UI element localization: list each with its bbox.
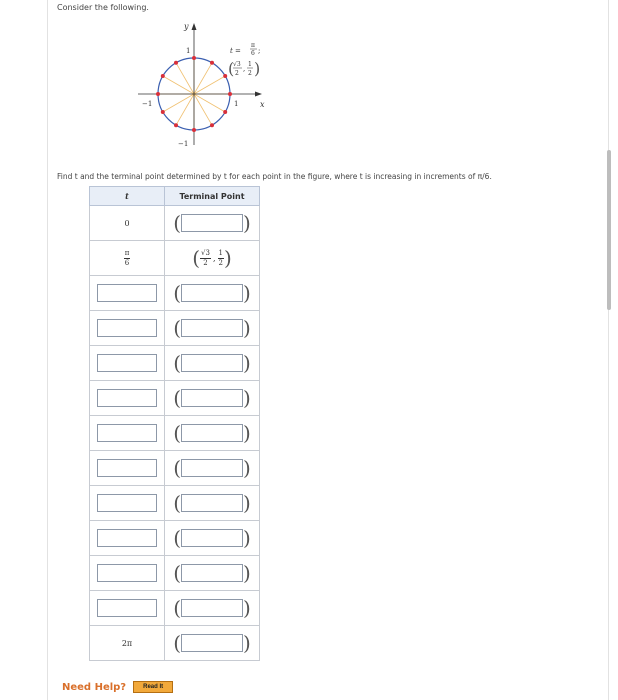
close-paren: ): [243, 561, 251, 585]
need-help-section: [62, 681, 173, 693]
read-it-button[interactable]: Read It: [133, 681, 173, 693]
tick-label-left: −1: [142, 100, 153, 108]
table-row: [90, 311, 260, 346]
terminal-point: [223, 110, 227, 114]
terminal-point: [174, 123, 178, 127]
open-paren: (: [173, 456, 181, 480]
close-paren: ): [243, 351, 251, 375]
t-input[interactable]: [97, 564, 157, 582]
open-paren: (: [173, 631, 181, 655]
terminal-point-input[interactable]: [181, 389, 243, 407]
t-input[interactable]: [97, 599, 157, 617]
t-fraction-denominator: 6: [251, 50, 255, 57]
table-row: [90, 591, 260, 626]
close-paren: ): [243, 631, 251, 655]
axes: [138, 27, 261, 145]
svg-text:(: (: [228, 59, 235, 78]
point-y-denominator: 2: [248, 70, 252, 77]
open-paren: (: [173, 596, 181, 620]
unit-circle-figure: [118, 15, 278, 155]
table-row: [90, 626, 260, 661]
close-paren: ): [243, 316, 251, 340]
ray: [176, 94, 194, 125]
t-input[interactable]: [97, 284, 157, 302]
question-prompt: Consider the following.: [57, 3, 149, 12]
table-row: [90, 521, 260, 556]
column-header-t: t: [90, 187, 165, 206]
table-row: [90, 416, 260, 451]
ray: [194, 94, 212, 125]
table-row: [90, 486, 260, 521]
terminal-point-input[interactable]: [181, 354, 243, 372]
point-cell: [165, 591, 260, 626]
point-cell: [165, 416, 260, 451]
y-axis-arrow-icon: [192, 23, 197, 30]
terminal-point: [192, 56, 196, 60]
tick-label-top: 1: [186, 47, 191, 55]
table-row: [90, 451, 260, 486]
terminal-point: [228, 92, 232, 96]
open-paren: (: [173, 281, 181, 305]
t-cell: [90, 276, 165, 311]
scrollbar[interactable]: [607, 150, 611, 310]
t-input[interactable]: [97, 494, 157, 512]
close-paren: ): [243, 526, 251, 550]
terminal-point-input[interactable]: [181, 599, 243, 617]
t-cell: [90, 591, 165, 626]
t-cell: [90, 311, 165, 346]
t-cell: [90, 556, 165, 591]
terminal-point-input[interactable]: [181, 529, 243, 547]
t-cell: [90, 451, 165, 486]
t-input[interactable]: [97, 389, 157, 407]
t-equals-label: t =: [230, 47, 241, 55]
t-fraction-numerator: π: [251, 42, 255, 49]
terminal-point: [210, 61, 214, 65]
open-paren: (: [173, 561, 181, 585]
x-axis-label: x: [260, 100, 265, 109]
point-cell: [165, 346, 260, 381]
terminal-point-input[interactable]: [181, 424, 243, 442]
terminal-point: [210, 123, 214, 127]
x-axis-arrow-icon: [255, 92, 262, 97]
y-axis-label: y: [184, 22, 189, 31]
ray: [163, 76, 194, 94]
point-cell: [165, 311, 260, 346]
terminal-point: [161, 74, 165, 78]
answer-table: [89, 186, 260, 661]
terminal-point-value: ( $\frac{√3}{2}$ , $\frac{1}{2}$ ): [192, 246, 232, 270]
terminal-point-input[interactable]: [181, 214, 243, 232]
open-paren: (: [173, 351, 181, 375]
table-row: [90, 346, 260, 381]
ray: [194, 63, 212, 94]
table-row: [90, 556, 260, 591]
terminal-point-input[interactable]: [181, 284, 243, 302]
open-paren: (: [173, 211, 181, 235]
t-value: 0: [124, 218, 130, 228]
terminal-point-input[interactable]: [181, 319, 243, 337]
terminal-point-input[interactable]: [181, 634, 243, 652]
close-paren: ): [243, 281, 251, 305]
t-input[interactable]: [97, 319, 157, 337]
ray: [176, 63, 194, 94]
close-paren: ): [243, 386, 251, 410]
t-cell: [90, 381, 165, 416]
t-cell: [90, 486, 165, 521]
terminal-point: [156, 92, 160, 96]
terminal-point: [161, 110, 165, 114]
point-cell: [165, 521, 260, 556]
open-paren: (: [173, 316, 181, 340]
point-x-denominator: 2: [235, 70, 239, 77]
point-cell: [165, 241, 260, 276]
point-cell: [165, 381, 260, 416]
t-value: 2π: [121, 638, 133, 648]
svg-text:,: ,: [243, 65, 246, 73]
close-paren: ): [243, 211, 251, 235]
ray: [194, 94, 225, 112]
terminal-point-input[interactable]: [181, 494, 243, 512]
t-input[interactable]: [97, 529, 157, 547]
close-paren: ): [243, 456, 251, 480]
svg-text:): ): [254, 59, 261, 78]
column-header-terminal-point: Terminal Point: [165, 187, 260, 206]
t-input[interactable]: [97, 354, 157, 372]
open-paren: (: [173, 491, 181, 515]
tick-label-right: 1: [234, 100, 239, 108]
ray: [194, 76, 225, 94]
point-cell: [165, 626, 260, 661]
point-cell: [165, 556, 260, 591]
table-row: [90, 276, 260, 311]
ray: [163, 94, 194, 112]
tick-label-bottom: −1: [178, 140, 189, 148]
t-cell: [90, 346, 165, 381]
terminal-point: [174, 61, 178, 65]
point-cell: [165, 486, 260, 521]
point-cell: [165, 451, 260, 486]
table-row: [90, 381, 260, 416]
table-row: [90, 206, 260, 241]
terminal-point-input[interactable]: [181, 564, 243, 582]
instructions-text: Find t and the terminal point determined by t for each point in the figure, where t is increasing in increments of π/6.: [57, 172, 492, 181]
t-input[interactable]: [97, 459, 157, 477]
point-cell: [165, 276, 260, 311]
open-paren: (: [173, 386, 181, 410]
t-cell: [90, 241, 165, 276]
t-input[interactable]: [97, 424, 157, 442]
terminal-point: [192, 128, 196, 132]
open-paren: (: [173, 526, 181, 550]
table-row: [90, 241, 260, 276]
t-semicolon: ;: [258, 47, 261, 55]
close-paren: ): [243, 491, 251, 515]
point-y-numerator: 1: [248, 61, 252, 68]
point-x-numerator: √3: [233, 61, 241, 68]
t-cell: [90, 626, 165, 661]
t-cell: [90, 521, 165, 556]
terminal-point-input[interactable]: [181, 459, 243, 477]
close-paren: ): [243, 421, 251, 445]
need-help-label: Need Help?: [62, 681, 127, 693]
open-paren: (: [173, 421, 181, 445]
close-paren: ): [243, 596, 251, 620]
point-cell: [165, 206, 260, 241]
t-cell: [90, 416, 165, 451]
terminal-point: [223, 74, 227, 78]
t-fraction: $\frac{\pi}{6}$: [124, 248, 130, 267]
t-cell: [90, 206, 165, 241]
